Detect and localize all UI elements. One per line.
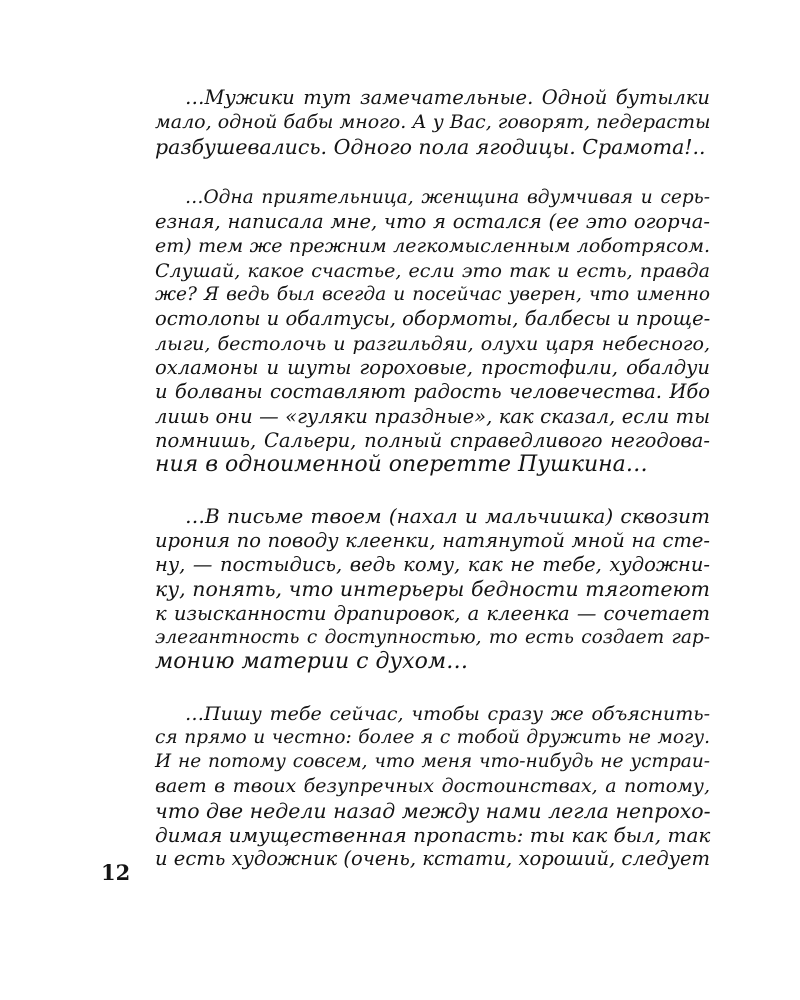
text-line: И не потому совсем, что меня что-нибудь не устраи-: [155, 751, 710, 773]
text-line: …Одна приятельница, женщина вдумчивая и серь-: [185, 186, 710, 208]
text-line: …Пишу тебе сейчас, чтобы сразу же объяснить-: [185, 702, 710, 725]
text-line: …Мужики тут замечательные. Одной бутылки: [185, 86, 710, 109]
text-line: …В письме твоем (нахал и мальчишка) сквозит: [185, 504, 710, 529]
text-line: ну, — постыдись, ведь кому, как не тебе, художни-: [155, 553, 710, 577]
text-line: и болваны составляют радость человечества. Ибо: [155, 380, 710, 404]
page-number: 12: [101, 860, 131, 885]
text-line: лыги, бестолочь и разгильдяи, олухи царя небесного,: [155, 332, 710, 355]
body-text: [155, 86, 710, 899]
text-line: Слушай, какое счастье, если это так и есть, правда: [155, 259, 710, 282]
text-line: что две недели назад между нами легла непрохо-: [155, 798, 711, 823]
text-line: разбушевались. Одного пола ягодицы. Срамота!..: [155, 134, 706, 159]
text-line: вает в твоих безупречных достоинствах, а потому,: [155, 775, 710, 798]
paragraph-3: [155, 504, 710, 674]
text-line: ирония по поводу клеенки, натянутой мной на сте-: [155, 528, 710, 552]
text-line: остолопы и обалтусы, обормоты, балбесы и проще-: [155, 307, 711, 331]
paragraph-4: [155, 702, 710, 872]
text-line: элегантность с доступностью, то есть создает гар-: [155, 626, 710, 648]
text-line: ку, понять, что интерьеры бедности тяготеют: [155, 577, 710, 602]
text-line: ния в одноименной оперетте Пушкина…: [155, 452, 648, 478]
text-line: мало, одной бабы много. А у Вас, говорят, педерасты: [155, 111, 711, 134]
paragraph-1: [155, 86, 710, 159]
text-line: охламоны и шуты гороховые, простофили, обалдуи: [155, 355, 710, 379]
text-line: помнишь, Сальери, полный справедливого негодова-: [155, 428, 710, 452]
text-line: димая имущественная пропасть: ты как был, так: [155, 823, 711, 848]
paragraph-2: [155, 186, 710, 478]
text-line: монию материи с духом…: [155, 649, 469, 675]
text-line: лишь они — «гуляки праздные», как сказал, если ты: [155, 404, 710, 428]
text-line: езная, написала мне, что я остался (ее это огорча-: [155, 210, 710, 234]
text-line: же? Я ведь был всегда и посейчас уверен, что именно: [155, 284, 710, 306]
text-line: ся прямо и честно: более я с тобой дружить не могу.: [155, 726, 710, 748]
text-line: и есть художник (очень, кстати, хороший, следует: [155, 847, 710, 871]
text-line: к изысканности драпировок, а клеенка — сочетает: [155, 601, 710, 625]
text-line: ет) тем же прежним легкомысленным лоботрясом.: [155, 235, 710, 258]
